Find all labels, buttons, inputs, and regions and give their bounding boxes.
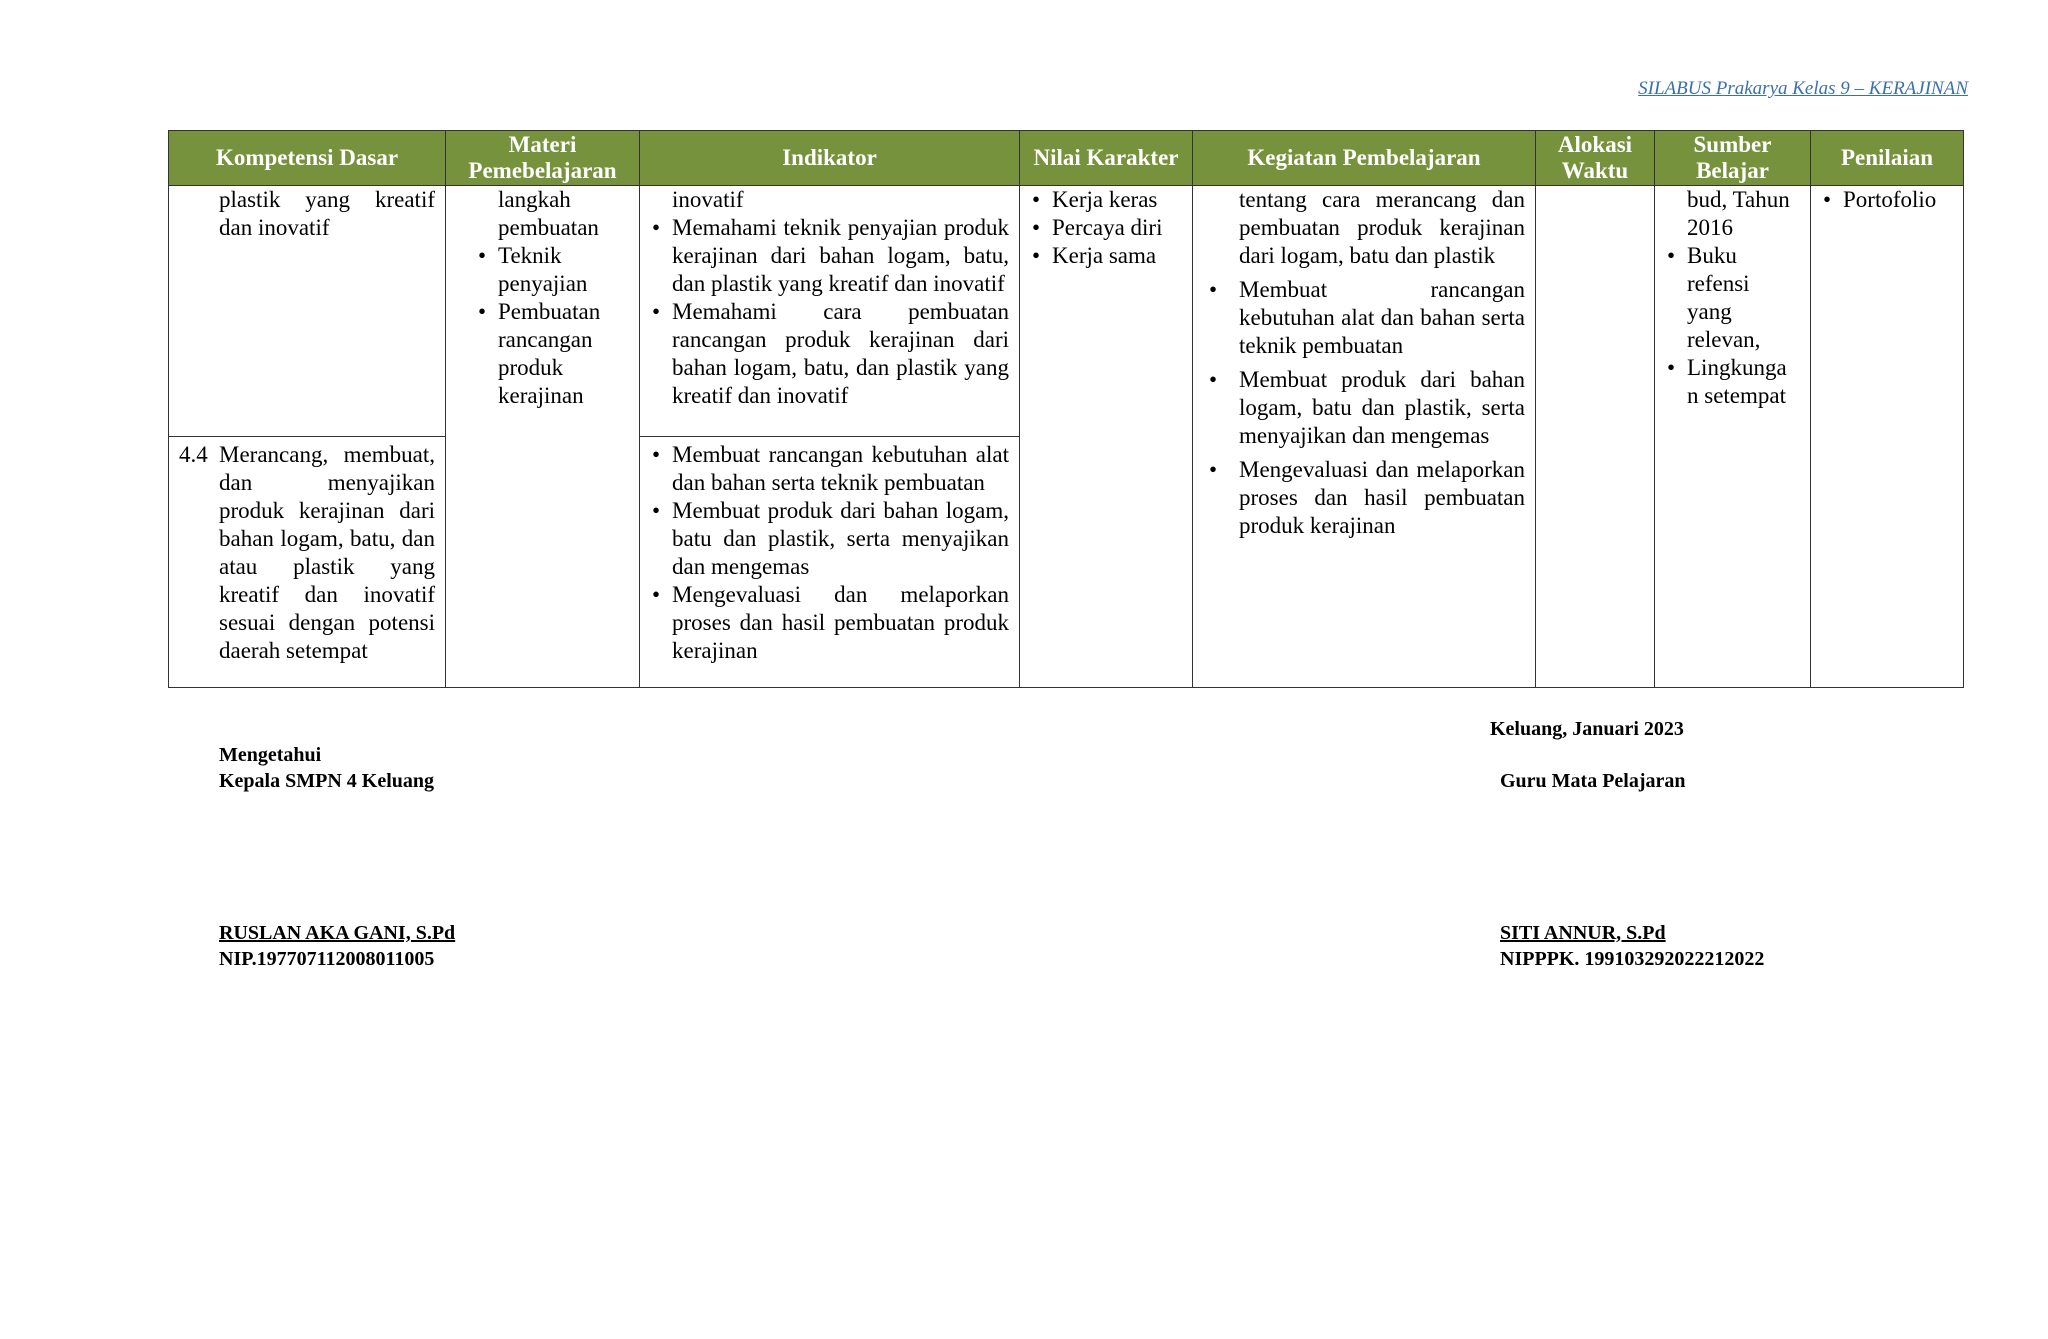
cell-nilai-karakter [1020, 186, 1193, 688]
left-signer-name: RUSLAN AKA GANI, S.Pd [219, 922, 456, 944]
col-header-nilai-karakter: Nilai Karakter [1020, 131, 1193, 186]
cell-alokasi [1536, 186, 1655, 688]
kd-number: 4.4 [179, 442, 208, 467]
indikator-item: • Memahami cara pembuatan rancangan produk kerajinan dari bahan logam, batu, dan plastik yang kreatif dan inovatif [650, 298, 1009, 410]
right-signer-role: Guru Mata Pelajaran [1500, 770, 1686, 792]
sumber-item: • Lingkunga n setempat [1665, 354, 1800, 410]
col-header-kegiatan: Kegiatan Pembelajaran [1193, 131, 1536, 186]
kd-bottom-text: Merancang, membuat, dan menyajikan produk kerajinan dari bahan logam, batu, dan atau plastik yang kreatif dan inovatif sesuai dengan potensi daerah setempat [219, 442, 435, 663]
left-signer-nip: NIP.197707112008011005 [219, 948, 435, 970]
mengetahui-label: Mengetahui [219, 744, 322, 766]
kegiatan-item: • Membuat produk dari bahan logam, batu dan plastik, serta menyajikan dan mengemas [1203, 366, 1525, 450]
penilaian-item: • Portofolio [1821, 186, 1953, 214]
cell-kd-top [169, 186, 446, 437]
kd-top-text: plastik yang kreatif dan inovatif [219, 187, 435, 240]
cell-kegiatan [1193, 186, 1536, 688]
cell-kd-bottom [169, 437, 446, 688]
col-header-penilaian: Penilaian [1811, 131, 1964, 186]
sumber-lead: bud, Tahun 2016 [1687, 187, 1790, 240]
materi-lead: langkah pembuatan [498, 187, 599, 240]
col-header-alokasi: Alokasi Waktu [1536, 131, 1655, 186]
col-header-materi: Materi Pemebelajaran [446, 131, 640, 186]
indikator-item: • Mengevaluasi dan melaporkan proses dan hasil pembuatan produk kerajinan [650, 581, 1009, 665]
kegiatan-item: • Membuat rancangan kebutuhan alat dan bahan serta teknik pembuatan [1203, 276, 1525, 360]
indikator-item: • Memahami teknik penyajian produk kerajinan dari bahan logam, batu, dan plastik yang kreatif dan inovatif [650, 214, 1009, 298]
syllabus-table [168, 130, 1964, 688]
col-header-sumber: Sumber Belajar [1655, 131, 1811, 186]
cell-penilaian [1811, 186, 1964, 688]
col-header-kompetensi-dasar: Kompetensi Dasar [169, 131, 446, 186]
indikator-item: • Membuat rancangan kebutuhan alat dan bahan serta teknik pembuatan [650, 441, 1009, 497]
kegiatan-lead: tentang cara merancang dan pembuatan produk kerajinan dari logam, batu dan plastik [1239, 187, 1525, 268]
cell-materi [446, 186, 640, 688]
table-header-row [169, 131, 1964, 186]
right-signer-nip: NIPPPK. 199103292022212022 [1500, 948, 1765, 970]
cell-indikator-top [640, 186, 1020, 437]
indikator-item: • Membuat produk dari bahan logam, batu dan plastik, serta menyajikan dan mengemas [650, 497, 1009, 581]
nilai-item: • Kerja sama [1030, 242, 1182, 270]
indikator-top-lead: inovatif [672, 187, 744, 212]
document-header-title: SILABUS Prakarya Kelas 9 – KERAJINAN [1638, 78, 1968, 99]
table-row [169, 186, 1964, 437]
kegiatan-item: • Mengevaluasi dan melaporkan proses dan hasil pembuatan produk kerajinan [1203, 456, 1525, 540]
nilai-item: • Kerja keras [1030, 186, 1182, 214]
nilai-item: • Percaya diri [1030, 214, 1182, 242]
left-signer-role: Kepala SMPN 4 Keluang [219, 770, 435, 792]
cell-indikator-bottom [640, 437, 1020, 688]
right-signer-name: SITI ANNUR, S.Pd [1500, 922, 1666, 944]
materi-item: • Pembuatan rancangan produk kerajinan [476, 298, 629, 410]
sumber-item: • Buku refensi yang relevan, [1665, 242, 1800, 354]
place-date: Keluang, Januari 2023 [1490, 718, 1684, 740]
cell-sumber [1655, 186, 1811, 688]
materi-item: • Teknik penyajian [476, 242, 629, 298]
col-header-indikator: Indikator [640, 131, 1020, 186]
